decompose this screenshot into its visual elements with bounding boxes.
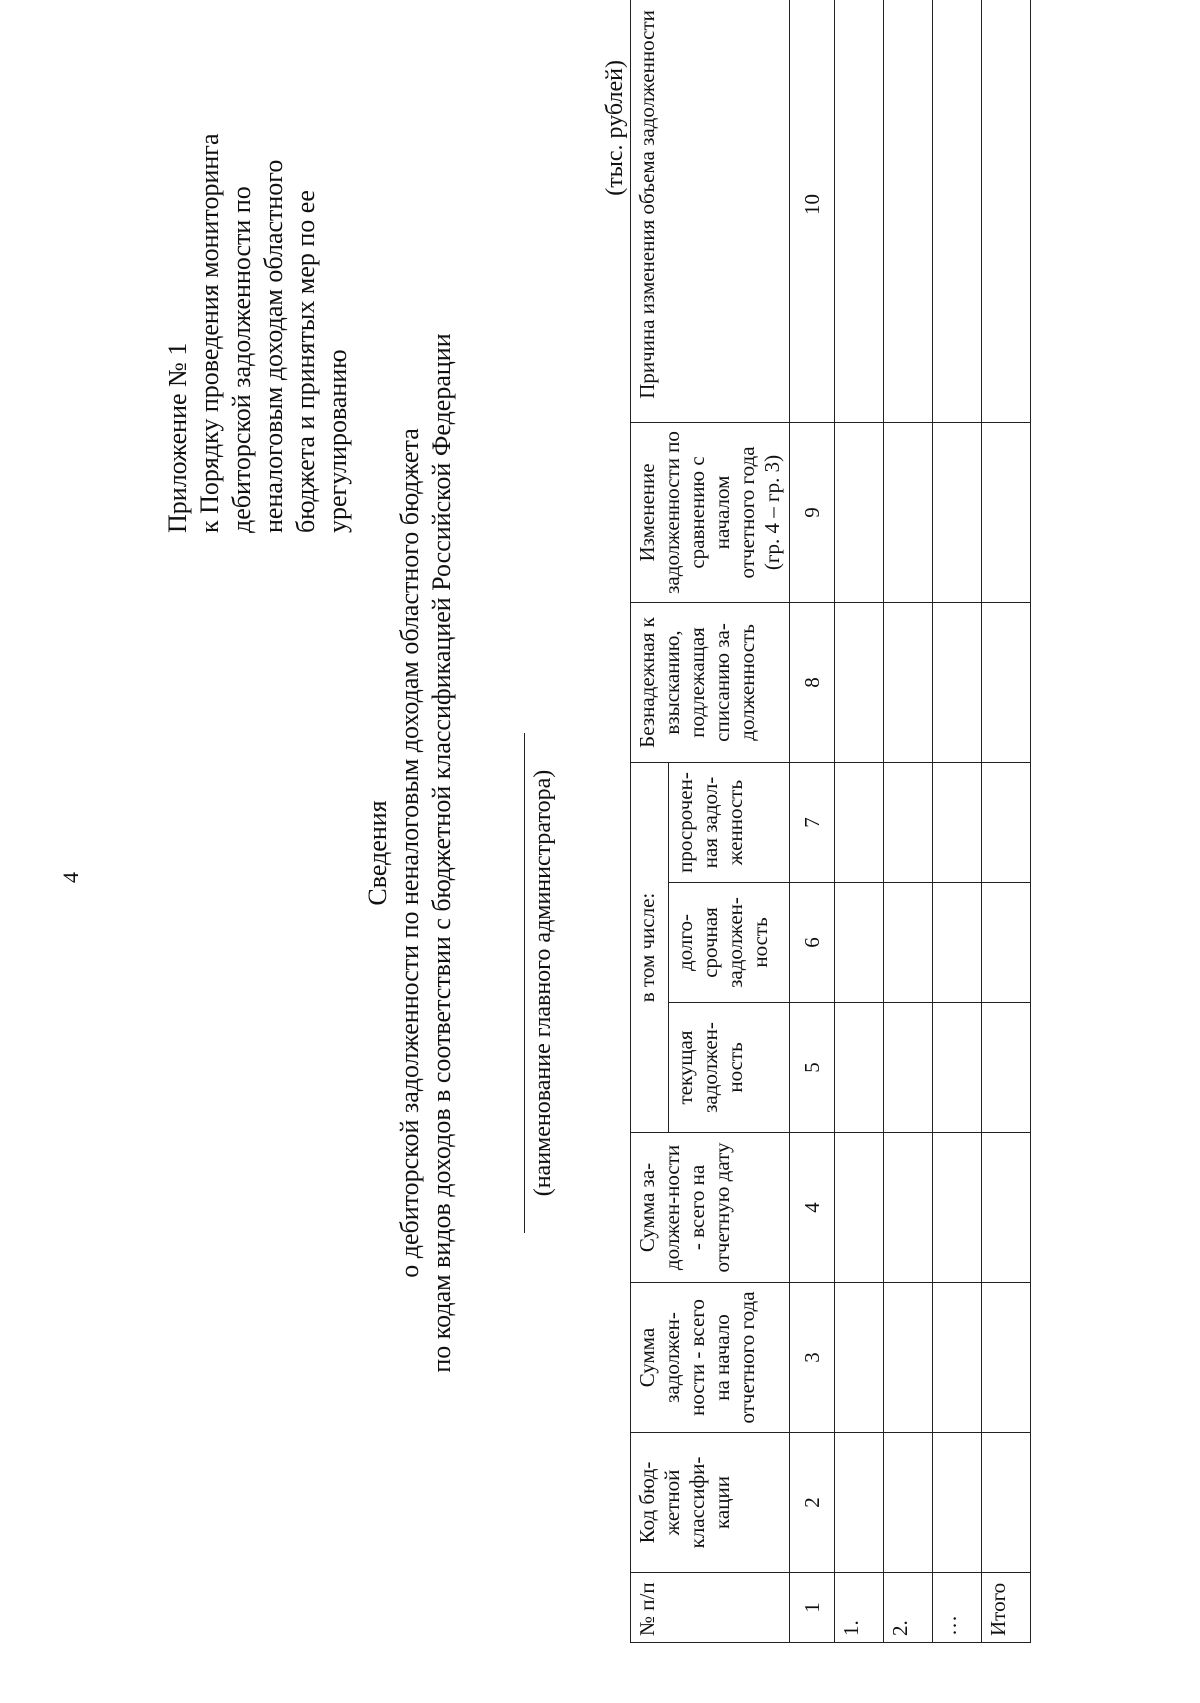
title-line: по кодам видов доходов в соответствии с бюджетной классификацией Российской Федерации [427,333,456,1373]
header-overdue-debt: просрочен-ная задол-женность [668,762,789,882]
debt-table [630,0,1031,1643]
header-including: в том числе: [631,762,669,1132]
table-cell [982,602,1031,762]
page-number: 4 [58,872,83,883]
appendix-line: к Порядку проведения мониторинга [195,133,224,533]
table-cell [884,762,933,882]
table-cell [884,1433,933,1573]
table-cell [835,883,884,1003]
table-cell [884,1003,933,1133]
table-cell [982,762,1031,882]
table-cell [835,762,884,882]
units-label: (тыс. рублей) [602,60,628,196]
table-row [835,0,884,1643]
row-label: … [933,1573,982,1643]
table-cell [933,602,982,762]
title-line: Сведения [363,800,392,906]
header-debt-start: Сумма задолжен-ности - всего на начало отчетного года [631,1283,790,1433]
admin-name-blank-line [524,733,525,1233]
header-debt-change: Изменение задолженности по сравнению с началом отчетного года (гр. 4 – гр. 3) [631,422,790,602]
header-debt-report-date: Сумма за-должен-ности - всего на отчетную дату [631,1133,790,1283]
table-cell [933,1283,982,1433]
column-number: 7 [790,762,835,882]
header-bad-debt: Безнадежная к взысканию, подлежащая списанию за-долженность [631,602,790,762]
column-number: 9 [790,422,835,602]
appendix-line: неналоговым доходам областного [259,159,288,533]
appendix-line: Приложение № 1 [163,342,192,533]
table-cell [933,1133,982,1283]
table-cell [835,1433,884,1573]
table-cell [835,602,884,762]
table-cell [982,1433,1031,1573]
table-cell [982,0,1031,422]
table-cell [933,1433,982,1573]
table-row [884,0,933,1643]
table-cell [884,0,933,422]
table-row [933,0,982,1643]
row-label: 1. [835,1573,884,1643]
header-budget-code: Код бюд-жетной классифи-кации [631,1433,790,1573]
table-cell [884,602,933,762]
table-cell [933,762,982,882]
table-cell [835,1133,884,1283]
column-number: 3 [790,1283,835,1433]
header-longterm-debt: долго-срочная задолжен-ность [668,883,789,1003]
appendix-line: урегулированию [323,349,352,533]
table-cell [933,1003,982,1133]
header-current-debt: текущая задолжен-ность [668,1003,789,1133]
table-cell [933,422,982,602]
column-number: 5 [790,1003,835,1133]
table-cell [835,1283,884,1433]
column-number: 4 [790,1133,835,1283]
appendix-line: бюджета и принятых мер по ее [291,190,320,533]
row-label: 2. [884,1573,933,1643]
title-line: о дебиторской задолженности по неналоговым доходам областного бюджета [395,428,424,1278]
table-cell [982,1003,1031,1133]
table-cell [884,1283,933,1433]
header-change-reason: Причина изменения объема задолженности [631,0,790,422]
column-number-row [790,0,835,1643]
table-cell [884,883,933,1003]
table-cell [884,1133,933,1283]
appendix-note [162,33,354,533]
admin-name-caption: (наименование главного администратора) [530,769,556,1197]
table-cell [982,883,1031,1003]
appendix-line: дебиторской задолженности по [227,186,256,533]
table-row-total [982,0,1031,1643]
header-index: № п/п [631,1573,790,1643]
table-cell [835,1003,884,1133]
column-number: 2 [790,1433,835,1573]
table-cell [835,422,884,602]
table-cell [835,0,884,422]
header-row [631,0,669,1643]
column-number: 6 [790,883,835,1003]
table-cell [982,1283,1031,1433]
table-cell [933,883,982,1003]
table-cell [982,422,1031,602]
table-cell [933,0,982,422]
column-number: 1 [790,1573,835,1643]
column-number: 8 [790,602,835,762]
document-title [362,253,458,1453]
row-label: Итого [982,1573,1031,1643]
column-number: 10 [790,0,835,422]
table-cell [982,1133,1031,1283]
table-cell [884,422,933,602]
